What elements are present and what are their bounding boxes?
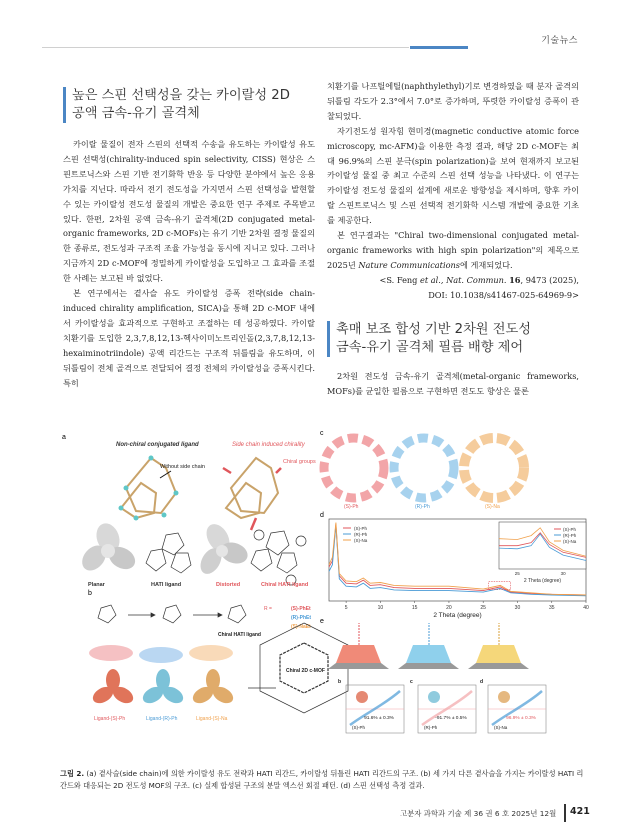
mof-ring-s-ph: [324, 438, 384, 498]
chiral-hati-product-label: Chiral HATI ligand: [218, 632, 261, 638]
mof-ring-r-ph: [394, 438, 454, 498]
figure-caption: [60, 768, 586, 792]
ligand-r-ph-label: Ligand-(R)-Ph: [146, 716, 178, 722]
mc-afm-setup-s-ph: [328, 623, 389, 669]
article1-paragraph: 자기전도성 원자힘 현미경(magnetic conductive atomic force microscopy, mc-AFM)을 이용한 측정 결과, 해당 2D c-MOF는 최대 96.9%의 스핀 분극(spin polarization)을 보여 현재까지 보고된 카이랄성 물질 중 최고 수준의 스핀 선택 성능을 나타냈다. 이 연구는 카이랄성 전도성 물질의 설계에 새로운 방향성을 제시하며, 향후 카이랄 스핀트로닉스 및 스핀 선택적 전기화학 시스템 개발에 중요한 기초를 제공한다.: [327, 125, 579, 226]
right-column: [327, 79, 579, 398]
substituent-s-phet: (S)-PhEt: [291, 606, 311, 612]
ligand-s-na-label: Ligand-(S)-Na: [196, 716, 228, 722]
header-divider: [42, 47, 409, 48]
mc-afm-setup-r-ph: [398, 623, 459, 669]
substituent-r-phet: (R)-PhEt: [291, 615, 311, 621]
mc-afm-setup-s-na: [468, 623, 529, 669]
panel-c-label: c: [320, 430, 324, 437]
article1-paragraph: 본 연구에서는 곁사슬 유도 카이랄성 증폭 전략(side chain-induced chirality amplification, SICA)을 통해 2D c-MOF 내에서 카이랄성을 효과적으로 구현하고 조절하는 데 성공하였다. 카이랄 치환기를 도입한 2,3,7,8,12,13-헥사이미노트리인돌(2,3,7,8,12,13-hexaiminotriindole) 공액 리간드는 구조적 뒤틀림을 유도하며, 이 뒤틀림이 전체 골격으로 전달되어 결정 전체의 카이랄성을 증폭시킨다. 특히: [63, 288, 315, 388]
label-planar: Planar: [88, 582, 105, 588]
propeller-icon: [498, 691, 510, 703]
x-tick-label: 30: [514, 605, 521, 611]
article2-title-line1: 촉매 보조 합성 기반 2차원 전도성: [336, 321, 531, 337]
article2-paragraph: 2차원 전도성 금속-유기 골격체(metal-organic frameworks, MOFs)를 균일한 필름으로 구현하면 전도도 향상은 물론: [327, 370, 579, 396]
legend-entry: (S)-Ph: [354, 526, 368, 531]
article1-title-line2: 공액 금속-유기 골격체: [72, 106, 200, 121]
x-tick-label: 35: [548, 605, 555, 611]
panel-b-label: b: [88, 590, 92, 597]
substituent-s-naet: (S)-NaEt: [291, 624, 311, 630]
citation-pages: , 9473 (2025),: [520, 274, 579, 285]
spin-panel-name: (S)-Na: [494, 725, 508, 730]
journal-info: 고분자 과학과 기술 제 36 권 6 호 2025년 12월: [400, 809, 557, 818]
mof-s-ph-label: (S)-Ph: [344, 504, 359, 510]
article1-title: [63, 87, 315, 123]
mof-ring-s-na: [464, 438, 524, 498]
inset-x-axis-label: 2 Theta (degree): [523, 578, 562, 584]
annotation-without-side-chain: Without side chain: [160, 464, 205, 470]
chiral-molecule: [223, 458, 281, 530]
panel-a-left-title: Non-chiral conjugated ligand: [116, 442, 199, 448]
x-tick-label: 25: [480, 605, 486, 611]
distorted-propeller-icon: [196, 520, 250, 578]
ligand-s-ph-label: Ligand-(S)-Ph: [94, 716, 126, 722]
spin-panel-label: b: [338, 679, 342, 685]
inset-x-tick-label: 25: [514, 571, 520, 576]
x-tick-label: 5: [344, 605, 348, 611]
footer-divider: [564, 804, 566, 822]
section-label: 기술뉴스: [541, 36, 578, 46]
spin-panel-name: (R)-Ph: [424, 725, 438, 730]
planar-propeller-icon: [77, 520, 139, 575]
inset-x-tick-label: 30: [560, 571, 566, 576]
x-axis-label: 2 Theta (degree): [433, 612, 482, 619]
chiral-hati-ligand-structure: [251, 530, 306, 585]
article2-title: [327, 321, 579, 357]
label-distorted: Distorted: [216, 582, 241, 588]
panel-e-label: e: [320, 618, 324, 625]
x-tick-label: 20: [446, 605, 452, 611]
panel-a-right-title: Side chain induced chirality: [232, 442, 305, 448]
article1-paragraph: 카이랄 물질이 전자 스핀의 선택적 수송을 유도하는 카이랄성 유도 스핀 선택성(chirality-induced spin selectivity, CISS) 현상은 스핀트로닉스와 스핀 기반 전기화학 반응 등 다양한 분야에서 높은 응용 가치를 지닌다. 따라서 전기 전도성을 가지면서 스핀 선택성을 발현할 수 있는 카이랄성 전도성 물질의 개발은 중요한 연구 주제로 주목받고 있다. 한편, 2차원 공액 금속-유기 골격체(2D conjugated metal-organic frameworks, 2D c-MOFs)는 유기 기반 2차원 결정 물질의 한 종류로, 전도성과 구조적 조율 가능성을 동시에 지니고 있다. 그러나 지금까지 2D c-MOF에 정밀하게 카이랄성을 도입하고 그 효과를 조절한 사례는 보고된 바 없었다.: [63, 139, 315, 284]
propeller-s-na-icon: [190, 669, 236, 707]
legend-entry: (S)-Na: [354, 538, 368, 543]
propeller-r-ph-icon: [140, 669, 186, 707]
spin-panel-label: d: [480, 679, 484, 685]
spin-panel-name: (S)-Ph: [352, 725, 366, 730]
pxrd-chart: [329, 519, 589, 619]
article1-paragraph: [327, 228, 579, 273]
synthesis-scheme: [98, 605, 246, 623]
inset-legend-entry: (R)-Ph: [563, 533, 577, 538]
figure-2: [56, 423, 588, 763]
hati-ligand-structure: [146, 533, 191, 573]
panel-d-label: d: [320, 512, 324, 519]
spin-polarization-value: 96.9% ± 0.3%: [506, 716, 536, 721]
label-hati-ligand: HATI ligand: [151, 582, 182, 588]
spin-panels: [338, 679, 546, 733]
article1-paragraph: 치환기를 나프틸에틸(naphthylethyl)기로 변경하였을 때 분자 골격의 뒤틀림 각도가 2.3°에서 7.0°로 증가하며, 뚜렷한 카이랄성 증폭이 관찰되었다.: [327, 81, 579, 121]
citation-doi: DOI: 10.1038/s41467-025-64969-9>: [428, 289, 579, 300]
caption-text: (a) 곁사슬(side chain)에 의한 카이랄성 유도 전략과 HATI 리간드, 카이랄성 뒤틀린 HATI 리간드의 구조. (b) 세 가지 다른 곁사슬을 가지는 카이랄성 HATI 리간드와 대응되는 2D 전도성 MOF의 구조. (c) 실제 합성된 구조의 분말 엑스선 회절 패턴. (d) 스핀 선택성 측정 결과.: [60, 769, 584, 790]
article1-title-line1: 높은 스핀 선택성을 갖는 카이랄성 2D: [72, 88, 290, 103]
page-number: 421: [570, 806, 590, 817]
ligand-3d-models: [89, 645, 233, 663]
propeller-s-ph-icon: [90, 669, 136, 707]
inset-legend-entry: (S)-Ph: [563, 527, 577, 532]
r-group-prefix: R =: [264, 606, 272, 612]
citation-author: <S. Feng: [379, 274, 421, 285]
annotation-chiral-groups: Chiral groups: [283, 459, 316, 465]
citation-journal: , Nat. Commun.: [440, 274, 507, 285]
publication-note: 본 연구결과는 "Chiral two-dimensional conjugated metal-organic frameworks with high spin polarization"의 제목으로 2025년: [327, 230, 579, 270]
citation-etal: et al.: [420, 274, 441, 285]
propeller-icon: [356, 691, 368, 703]
citation-volume: 16: [509, 274, 521, 285]
citation: [327, 273, 579, 288]
caption-label: 그림 2.: [60, 769, 85, 778]
journal-name: Nature Communications: [358, 259, 460, 270]
mof-s-na-label: (S)-Na: [485, 504, 500, 510]
spin-panel-label: c: [410, 679, 413, 685]
panel-a-label: a: [62, 434, 66, 441]
legend-entry: (R)-Ph: [354, 532, 368, 537]
article2-title-line2: 금속-유기 골격체 필름 배향 제어: [336, 339, 524, 355]
x-tick-label: 10: [377, 605, 384, 611]
header-accent-bar: [410, 46, 468, 49]
publication-note-end: 에 게재되었다.: [460, 259, 513, 270]
mof-r-ph-label: (R)-Ph: [415, 504, 430, 510]
propeller-icon: [428, 691, 440, 703]
inset-legend-entry: (S)-Na: [563, 539, 577, 544]
x-tick-label: 40: [583, 605, 589, 611]
left-column: [63, 87, 315, 390]
x-tick-label: 15: [411, 605, 418, 611]
chiral-2d-mof-label: Chiral 2D c-MOF: [286, 668, 325, 674]
spin-polarization-value: 91.6% ± 0.3%: [364, 716, 394, 721]
label-chiral-hati-ligand: Chiral HATI ligand: [261, 582, 309, 588]
spin-polarization-value: -91.7% ± 0.5%: [435, 716, 467, 721]
